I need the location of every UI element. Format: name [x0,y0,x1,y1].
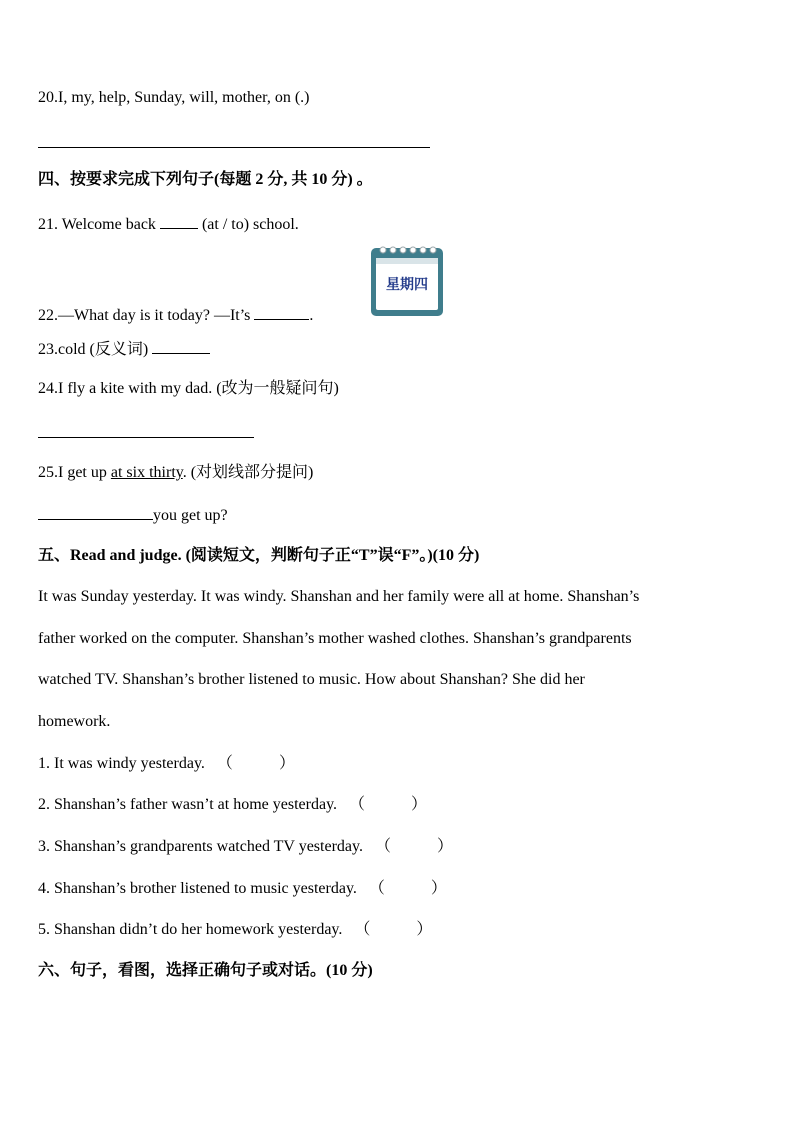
question-25-answer-text: you get up? [153,507,228,524]
section-5-heading: 五、Read and judge. (阅读短文，判断句子正“T”误“F”。)(10 分) [38,547,480,564]
question-25-underlined: at six thirty [110,464,183,481]
question-22 [38,304,313,326]
question-21 [38,213,299,235]
judge-item-2 [38,795,427,815]
judge-answer-box[interactable]: （ ） [374,838,453,855]
section-6-heading: 六、句子，看图，选择正确句子或对话。(10 分) [38,962,373,979]
answer-line-24[interactable] [38,437,254,438]
answer-blank-22[interactable] [254,304,309,320]
judge-item-text: 1. It was windy yesterday. [38,755,205,772]
judge-item-text: 5. Shanshan didn’t do her homework yesterday. [38,921,343,938]
answer-line-20[interactable] [38,147,430,148]
question-22-text-end: . [309,307,314,324]
question-24-text: 24.I fly a kite with my dad. (改为一般疑问句) [38,380,339,397]
section-4-heading: 四、按要求完成下列句子(每题 2 分, 共 10 分) 。 [38,171,373,188]
passage-line: homework. [38,713,111,730]
judge-answer-box[interactable]: （ ） [354,921,433,938]
answer-blank-25[interactable] [38,504,153,520]
judge-item-text: 4. Shanshan’s brother listened to music yesterday. [38,880,357,897]
judge-answer-box[interactable]: （ ） [368,880,447,897]
calendar-icon [370,243,444,317]
question-20-text: 20.I, my, help, Sunday, will, mother, on (.) [38,89,310,106]
question-21-text: 21. Welcome back [38,216,160,233]
answer-blank-21[interactable] [160,213,198,229]
question-25 [38,463,313,483]
question-23-text: 23.cold (反义词) [38,341,153,358]
judge-item-1 [38,754,295,774]
question-25-text-end: . (对划线部分提问) [182,464,314,481]
judge-item-5 [38,920,432,940]
passage-line: watched TV. Shanshan’s brother listened to music. How about Shanshan? She did her [38,671,585,688]
passage-line: father worked on the computer. Shanshan’s mother washed clothes. Shanshan’s grandparents [38,630,632,647]
judge-answer-box[interactable]: （ ） [349,796,428,813]
question-25-text: 25.I get up [38,464,111,481]
question-25-answer [38,504,228,526]
answer-blank-23[interactable] [152,338,210,354]
question-21-text-end: (at / to) school. [197,216,299,233]
question-20 [38,88,309,108]
passage-line: It was Sunday yesterday. It was windy. Shanshan and her family were all at home. Shanshan’s [38,588,640,605]
judge-item-text: 3. Shanshan’s grandparents watched TV yesterday. [38,838,363,855]
judge-answer-box[interactable]: （ ） [216,755,295,772]
question-23 [38,338,210,360]
question-22-text: 22.—What day is it today? —It’s [38,307,255,324]
judge-item-3 [38,837,453,857]
judge-item-4 [38,879,447,899]
calendar-label: 星期四 [386,277,428,293]
judge-item-text: 2. Shanshan’s father wasn’t at home yesterday. [38,796,338,813]
question-24 [38,379,339,399]
calendar-image [370,243,444,317]
